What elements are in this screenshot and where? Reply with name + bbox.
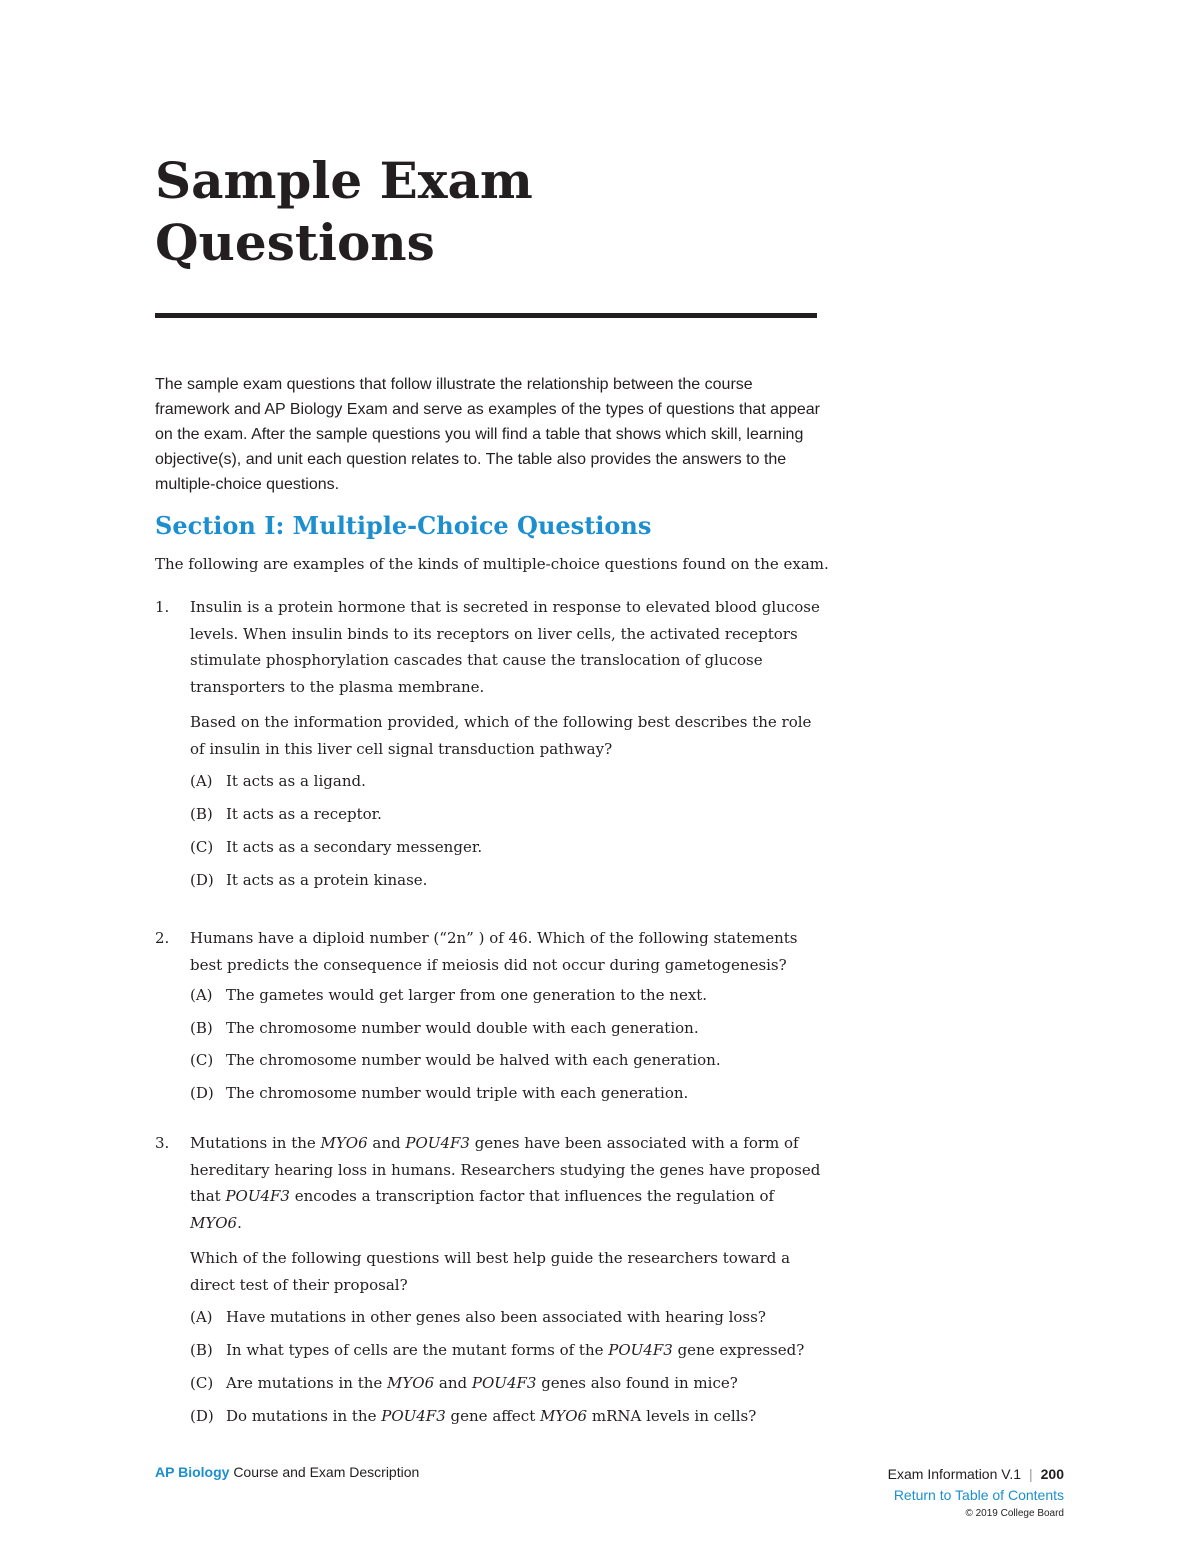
section-description: The following are examples of the kinds of multiple-choice questions found on the exam.: [155, 555, 829, 573]
page-title-line-1: Sample Exam: [155, 151, 533, 210]
answer-choices: [190, 1305, 825, 1429]
gene-name: POU4F3: [608, 1341, 673, 1359]
gene-name: POU4F3: [405, 1134, 470, 1152]
page-title-line-2: Questions: [155, 213, 435, 272]
copyright: © 2019 College Board: [965, 1508, 1064, 1519]
title-divider: [155, 313, 817, 318]
page-title: [155, 150, 855, 274]
choice-text: The gametes would get larger from one generation to the next.: [226, 986, 708, 1004]
course-name: AP Biology: [155, 1464, 230, 1480]
course-description: Course and Exam Description: [233, 1464, 420, 1480]
choice-text: It acts as a protein kinase.: [226, 871, 428, 889]
choice-letter: (A): [190, 986, 213, 1004]
choice-a[interactable]: [190, 983, 825, 1008]
section-heading: Section I: Multiple-Choice Questions: [155, 511, 652, 540]
choice-a[interactable]: [190, 1305, 825, 1330]
gene-name: POU4F3: [381, 1407, 446, 1425]
gene-name: MYO6: [540, 1407, 588, 1425]
choice-letter: (A): [190, 772, 213, 790]
choice-c[interactable]: (C) Are mutations in the MYO6 and POU4F3 genes also found in mice?: [190, 1371, 825, 1396]
question-stem: Humans have a diploid number (“2n” ) of 46. Which of the following statements best predicts the consequence if meiosis did not occur during gametogenesis?: [190, 929, 798, 974]
return-to-toc-link[interactable]: Return to Table of Contents: [893, 1487, 1064, 1503]
question-number: 2.: [155, 929, 170, 947]
choice-b[interactable]: (B) In what types of cells are the mutant forms of the POU4F3 gene expressed?: [190, 1338, 825, 1363]
question-prompt: Which of the following questions will best help guide the researchers toward a direct test of their proposal?: [190, 1249, 791, 1294]
intro-paragraph: The sample exam questions that follow illustrate the relationship between the course framework and AP Biology Exam and serve as examples of the types of questions that appear on the exam. After the sample questions you will find a table that shows which skill, learning objective(s), and unit each question relates to. The table also provides the answers to the multiple-choice questions.: [155, 376, 820, 493]
choice-d[interactable]: [190, 1081, 825, 1106]
question-3: [155, 1130, 825, 1437]
choice-letter: (B): [190, 1341, 213, 1359]
gene-name: POU4F3: [471, 1374, 537, 1392]
choice-text: The chromosome number would be halved with each generation.: [226, 1051, 721, 1069]
gene-name: POU4F3: [225, 1187, 290, 1205]
choice-b[interactable]: [190, 1016, 825, 1041]
choice-b[interactable]: [190, 802, 825, 827]
gene-name: MYO6: [190, 1213, 238, 1232]
choice-c[interactable]: [190, 1048, 825, 1073]
choice-letter: (D): [190, 871, 214, 889]
gene-name: MYO6: [387, 1374, 435, 1392]
question-stem: Insulin is a protein hormone that is secreted in response to elevated blood glucose levels. When insulin binds to its receptors on liver cells, the activated receptors stimulate phosphorylation cascades that cause the translocation of glucose transporters to the plasma membrane.: [190, 598, 820, 696]
question-2: [155, 925, 825, 1113]
answer-choices: [190, 983, 825, 1106]
page-number: 200: [1040, 1466, 1064, 1482]
choice-letter: (C): [190, 1051, 214, 1069]
choice-text: It acts as a receptor.: [226, 805, 382, 823]
footer-separator: |: [1029, 1466, 1033, 1482]
choice-text: Have mutations in other genes also been associated with hearing loss?: [226, 1308, 766, 1326]
choice-d[interactable]: [190, 868, 825, 893]
gene-name: MYO6: [320, 1134, 368, 1152]
choice-text: It acts as a ligand.: [226, 772, 366, 790]
section-label: Exam Information V.1: [887, 1466, 1021, 1482]
answer-choices: [190, 769, 825, 893]
choice-a[interactable]: [190, 769, 825, 794]
choice-letter: (C): [190, 1374, 214, 1392]
question-stem: Mutations in the MYO6 and POU4F3 genes have been associated with a form of hereditary hearing loss in humans. Researchers studying the genes have proposed that POU4F3 encodes a transcription factor that influences the regulation of MYO6.: [190, 1134, 821, 1232]
footer-course: [155, 1464, 419, 1480]
question-number: 1.: [155, 598, 170, 616]
choice-letter: (D): [190, 1407, 214, 1425]
choice-letter: (D): [190, 1083, 214, 1102]
choice-text: The chromosome number would double with each generation.: [226, 1018, 699, 1037]
footer-info: [888, 1464, 1064, 1522]
choice-text: The chromosome number would triple with each generation.: [226, 1083, 689, 1102]
choice-letter: (A): [190, 1308, 213, 1326]
choice-d[interactable]: (D) Do mutations in the POU4F3 gene affect MYO6 mRNA levels in cells?: [190, 1404, 825, 1429]
footer-page-line: [888, 1464, 1064, 1485]
choice-letter: (B): [190, 805, 213, 823]
choice-text: It acts as a secondary messenger.: [226, 838, 483, 856]
question-number: 3.: [155, 1134, 170, 1152]
question-prompt: Based on the information provided, which of the following best describes the role of insulin in this liver cell signal transduction pathway?: [190, 713, 812, 758]
choice-letter: (B): [190, 1018, 213, 1037]
choice-c[interactable]: [190, 835, 825, 860]
choice-letter: (C): [190, 838, 214, 856]
question-1: [155, 594, 825, 901]
